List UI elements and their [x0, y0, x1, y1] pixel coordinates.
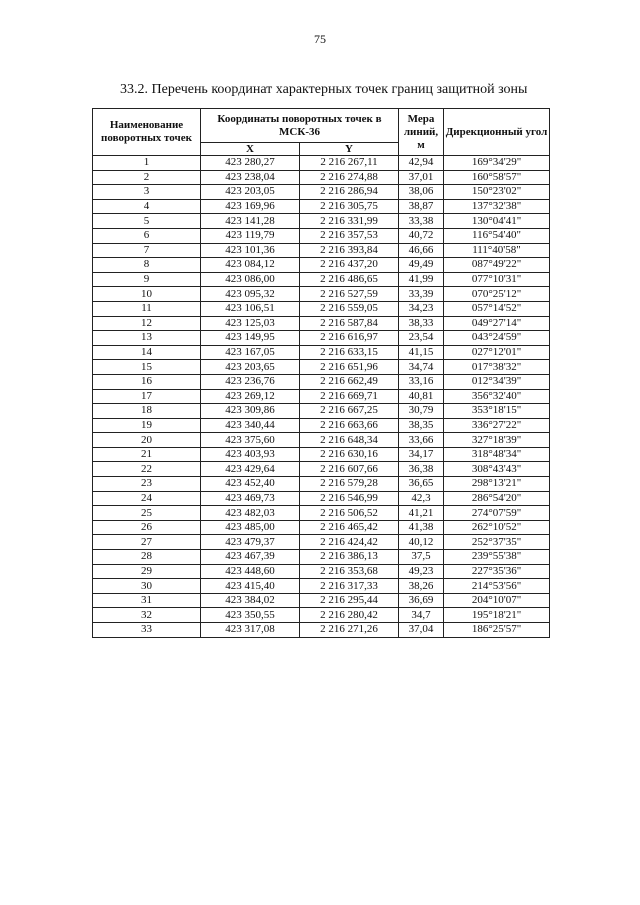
cell-x: 423 141,28	[201, 214, 300, 229]
cell-x: 423 448,60	[201, 564, 300, 579]
cell-x: 423 375,60	[201, 433, 300, 448]
table-row	[93, 520, 550, 535]
cell-x: 423 482,03	[201, 506, 300, 521]
cell-y: 2 216 616,97	[300, 331, 399, 346]
table-row	[93, 170, 550, 185]
cell-length: 41,15	[399, 345, 444, 360]
cell-direction: 204°10'07"	[444, 593, 550, 608]
cell-y: 2 216 579,28	[300, 477, 399, 492]
cell-direction: 239°55'38"	[444, 550, 550, 565]
cell-length: 38,87	[399, 199, 444, 214]
cell-direction: 262°10'52"	[444, 520, 550, 535]
cell-x: 423 452,40	[201, 477, 300, 492]
cell-length: 42,94	[399, 156, 444, 171]
table-row	[93, 360, 550, 375]
table-row	[93, 433, 550, 448]
cell-point-number: 19	[93, 418, 201, 433]
cell-x: 423 203,65	[201, 360, 300, 375]
cell-point-number: 23	[93, 477, 201, 492]
cell-y: 2 216 546,99	[300, 491, 399, 506]
cell-y: 2 216 267,11	[300, 156, 399, 171]
header-y: Y	[300, 143, 399, 156]
cell-direction: 308°43'43"	[444, 462, 550, 477]
cell-point-number: 31	[93, 593, 201, 608]
cell-y: 2 216 662,49	[300, 374, 399, 389]
cell-y: 2 216 357,53	[300, 228, 399, 243]
cell-point-number: 9	[93, 272, 201, 287]
cell-point-number: 11	[93, 301, 201, 316]
cell-length: 34,7	[399, 608, 444, 623]
cell-y: 2 216 295,44	[300, 593, 399, 608]
cell-direction: 150°23'02"	[444, 185, 550, 200]
cell-y: 2 216 353,68	[300, 564, 399, 579]
cell-direction: 169°34'29"	[444, 156, 550, 171]
cell-length: 41,21	[399, 506, 444, 521]
cell-x: 423 317,08	[201, 623, 300, 638]
cell-point-number: 12	[93, 316, 201, 331]
cell-point-number: 8	[93, 258, 201, 273]
cell-x: 423 106,51	[201, 301, 300, 316]
cell-direction: 286°54'20"	[444, 491, 550, 506]
table-row	[93, 389, 550, 404]
cell-direction: 356°32'40"	[444, 389, 550, 404]
cell-direction: 318°48'34"	[444, 447, 550, 462]
table-row	[93, 331, 550, 346]
cell-direction: 137°32'38"	[444, 199, 550, 214]
cell-direction: 111°40'58"	[444, 243, 550, 258]
cell-y: 2 216 274,88	[300, 170, 399, 185]
cell-point-number: 17	[93, 389, 201, 404]
cell-point-number: 22	[93, 462, 201, 477]
header-direction: Дирекционный угол	[444, 109, 550, 156]
table-row	[93, 316, 550, 331]
cell-point-number: 29	[93, 564, 201, 579]
cell-point-number: 32	[93, 608, 201, 623]
cell-length: 33,39	[399, 287, 444, 302]
cell-x: 423 467,39	[201, 550, 300, 565]
cell-point-number: 33	[93, 623, 201, 638]
cell-length: 38,06	[399, 185, 444, 200]
cell-point-number: 5	[93, 214, 201, 229]
cell-length: 49,49	[399, 258, 444, 273]
cell-y: 2 216 648,34	[300, 433, 399, 448]
cell-x: 423 167,05	[201, 345, 300, 360]
table-row	[93, 374, 550, 389]
table-row	[93, 228, 550, 243]
cell-length: 33,38	[399, 214, 444, 229]
cell-length: 36,69	[399, 593, 444, 608]
cell-direction: 017°38'32"	[444, 360, 550, 375]
cell-length: 34,23	[399, 301, 444, 316]
cell-point-number: 18	[93, 404, 201, 419]
table-row	[93, 477, 550, 492]
cell-direction: 274°07'59"	[444, 506, 550, 521]
cell-length: 23,54	[399, 331, 444, 346]
table-row	[93, 214, 550, 229]
cell-length: 40,12	[399, 535, 444, 550]
cell-y: 2 216 667,25	[300, 404, 399, 419]
header-point-name: Наименование поворотных точек	[93, 109, 201, 156]
cell-direction: 353°18'15"	[444, 404, 550, 419]
table-row	[93, 258, 550, 273]
table-row	[93, 199, 550, 214]
cell-direction: 130°04'41"	[444, 214, 550, 229]
cell-x: 423 469,73	[201, 491, 300, 506]
cell-length: 40,81	[399, 389, 444, 404]
cell-y: 2 216 663,66	[300, 418, 399, 433]
cell-point-number: 25	[93, 506, 201, 521]
cell-x: 423 340,44	[201, 418, 300, 433]
cell-x: 423 125,03	[201, 316, 300, 331]
cell-point-number: 6	[93, 228, 201, 243]
cell-length: 41,99	[399, 272, 444, 287]
coordinates-table	[92, 108, 550, 638]
table-row	[93, 301, 550, 316]
cell-point-number: 3	[93, 185, 201, 200]
cell-length: 37,5	[399, 550, 444, 565]
cell-length: 30,79	[399, 404, 444, 419]
cell-point-number: 10	[93, 287, 201, 302]
table-row	[93, 462, 550, 477]
cell-y: 2 216 587,84	[300, 316, 399, 331]
cell-point-number: 13	[93, 331, 201, 346]
table-row	[93, 623, 550, 638]
cell-length: 34,74	[399, 360, 444, 375]
cell-y: 2 216 607,66	[300, 462, 399, 477]
cell-x: 423 086,00	[201, 272, 300, 287]
cell-x: 423 403,93	[201, 447, 300, 462]
cell-y: 2 216 286,94	[300, 185, 399, 200]
cell-point-number: 26	[93, 520, 201, 535]
cell-direction: 077°10'31"	[444, 272, 550, 287]
cell-y: 2 216 393,84	[300, 243, 399, 258]
cell-length: 40,72	[399, 228, 444, 243]
cell-point-number: 27	[93, 535, 201, 550]
cell-length: 46,66	[399, 243, 444, 258]
cell-x: 423 384,02	[201, 593, 300, 608]
cell-x: 423 280,27	[201, 156, 300, 171]
header-length: Мера линий, м	[399, 109, 444, 156]
cell-length: 38,26	[399, 579, 444, 594]
cell-direction: 160°58'57"	[444, 170, 550, 185]
cell-point-number: 2	[93, 170, 201, 185]
cell-y: 2 216 317,33	[300, 579, 399, 594]
cell-x: 423 350,55	[201, 608, 300, 623]
cell-length: 37,01	[399, 170, 444, 185]
cell-direction: 227°35'36"	[444, 564, 550, 579]
cell-direction: 336°27'22"	[444, 418, 550, 433]
cell-y: 2 216 280,42	[300, 608, 399, 623]
header-x: X	[201, 143, 300, 156]
table-row	[93, 404, 550, 419]
cell-length: 49,23	[399, 564, 444, 579]
cell-direction: 116°54'40"	[444, 228, 550, 243]
cell-y: 2 216 386,13	[300, 550, 399, 565]
cell-y: 2 216 651,96	[300, 360, 399, 375]
cell-point-number: 28	[93, 550, 201, 565]
cell-x: 423 309,86	[201, 404, 300, 419]
cell-y: 2 216 506,52	[300, 506, 399, 521]
cell-y: 2 216 486,65	[300, 272, 399, 287]
cell-x: 423 479,37	[201, 535, 300, 550]
table-row	[93, 491, 550, 506]
cell-y: 2 216 559,05	[300, 301, 399, 316]
cell-direction: 057°14'52"	[444, 301, 550, 316]
cell-length: 42,3	[399, 491, 444, 506]
cell-y: 2 216 437,20	[300, 258, 399, 273]
cell-length: 33,16	[399, 374, 444, 389]
cell-y: 2 216 305,75	[300, 199, 399, 214]
cell-y: 2 216 630,16	[300, 447, 399, 462]
cell-point-number: 14	[93, 345, 201, 360]
table-row	[93, 185, 550, 200]
cell-y: 2 216 633,15	[300, 345, 399, 360]
table-row	[93, 550, 550, 565]
cell-y: 2 216 465,42	[300, 520, 399, 535]
cell-x: 423 169,96	[201, 199, 300, 214]
cell-direction: 327°18'39"	[444, 433, 550, 448]
table-row	[93, 608, 550, 623]
table-row	[93, 535, 550, 550]
table-row	[93, 287, 550, 302]
cell-x: 423 238,04	[201, 170, 300, 185]
header-coordinates: Координаты поворотных точек в МСК-36	[201, 109, 399, 143]
cell-direction: 027°12'01"	[444, 345, 550, 360]
cell-y: 2 216 424,42	[300, 535, 399, 550]
cell-length: 38,33	[399, 316, 444, 331]
table-row	[93, 272, 550, 287]
cell-point-number: 16	[93, 374, 201, 389]
cell-length: 36,65	[399, 477, 444, 492]
table-row	[93, 447, 550, 462]
cell-point-number: 7	[93, 243, 201, 258]
cell-x: 423 203,05	[201, 185, 300, 200]
page-title: 33.2. Перечень координат характерных точек границ защитной зоны	[120, 82, 528, 97]
cell-x: 423 101,36	[201, 243, 300, 258]
cell-point-number: 15	[93, 360, 201, 375]
cell-x: 423 084,12	[201, 258, 300, 273]
cell-length: 37,04	[399, 623, 444, 638]
cell-direction: 087°49'22"	[444, 258, 550, 273]
cell-x: 423 415,40	[201, 579, 300, 594]
cell-y: 2 216 527,59	[300, 287, 399, 302]
cell-direction: 049°27'14"	[444, 316, 550, 331]
cell-y: 2 216 331,99	[300, 214, 399, 229]
cell-direction: 214°53'56"	[444, 579, 550, 594]
cell-point-number: 4	[93, 199, 201, 214]
cell-direction: 186°25'57"	[444, 623, 550, 638]
cell-direction: 252°37'35"	[444, 535, 550, 550]
cell-direction: 012°34'39"	[444, 374, 550, 389]
cell-length: 38,35	[399, 418, 444, 433]
cell-x: 423 149,95	[201, 331, 300, 346]
cell-x: 423 485,00	[201, 520, 300, 535]
table-row	[93, 345, 550, 360]
cell-y: 2 216 271,26	[300, 623, 399, 638]
cell-direction: 043°24'59"	[444, 331, 550, 346]
cell-length: 34,17	[399, 447, 444, 462]
cell-point-number: 21	[93, 447, 201, 462]
table-row	[93, 579, 550, 594]
table-row	[93, 156, 550, 171]
cell-x: 423 236,76	[201, 374, 300, 389]
table-row	[93, 418, 550, 433]
table-row	[93, 593, 550, 608]
cell-point-number: 20	[93, 433, 201, 448]
table-row	[93, 243, 550, 258]
cell-length: 33,66	[399, 433, 444, 448]
cell-direction: 070°25'12"	[444, 287, 550, 302]
cell-x: 423 119,79	[201, 228, 300, 243]
cell-x: 423 095,32	[201, 287, 300, 302]
cell-point-number: 1	[93, 156, 201, 171]
table-row	[93, 564, 550, 579]
cell-length: 41,38	[399, 520, 444, 535]
table-row	[93, 506, 550, 521]
cell-x: 423 269,12	[201, 389, 300, 404]
page-number: 75	[314, 32, 326, 46]
cell-direction: 298°13'21"	[444, 477, 550, 492]
cell-y: 2 216 669,71	[300, 389, 399, 404]
cell-point-number: 30	[93, 579, 201, 594]
cell-point-number: 24	[93, 491, 201, 506]
cell-x: 423 429,64	[201, 462, 300, 477]
cell-length: 36,38	[399, 462, 444, 477]
cell-direction: 195°18'21"	[444, 608, 550, 623]
